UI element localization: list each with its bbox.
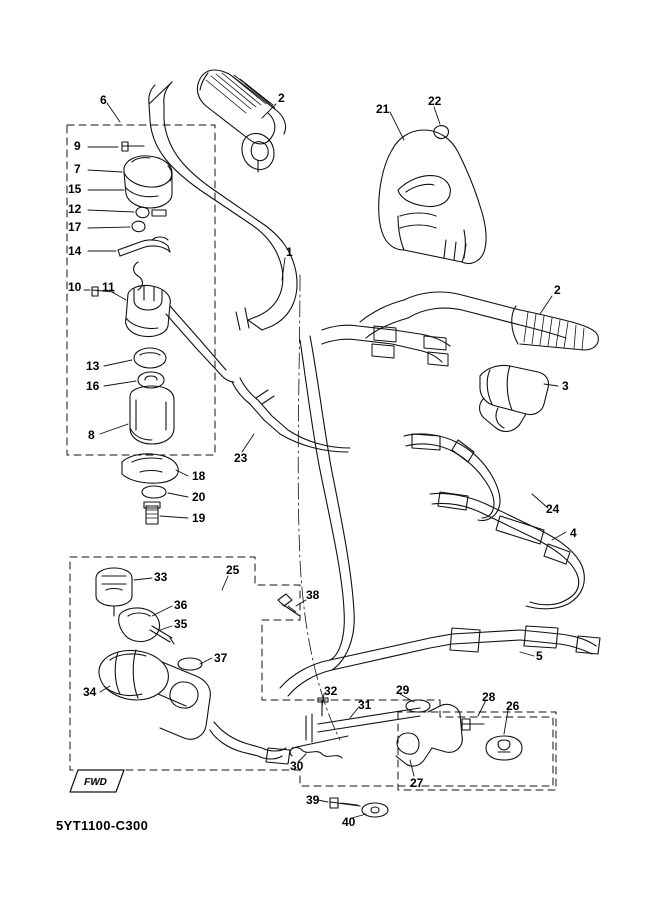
callout-30: 30 (290, 759, 304, 773)
callout-3: 3 (562, 379, 569, 393)
callout-28: 28 (482, 690, 496, 704)
callout-6: 6 (100, 93, 107, 107)
callout-32: 32 (324, 684, 338, 698)
callout-11: 11 (102, 280, 115, 294)
callout-2-left: 2 (278, 91, 285, 105)
callout-22: 22 (428, 94, 442, 108)
fwd-direction-label: FWD (82, 777, 108, 788)
callout-17: 17 (68, 220, 82, 234)
callout-4: 4 (570, 526, 577, 540)
diagram-part-number: 5YT1100-C300 (56, 818, 149, 833)
callout-9: 9 (74, 139, 81, 153)
callout-8: 8 (88, 428, 95, 442)
callout-26: 26 (506, 699, 520, 713)
callout-34: 34 (83, 685, 97, 699)
callout-33: 33 (154, 570, 168, 584)
callout-7: 7 (74, 162, 81, 176)
callout-36: 36 (174, 598, 188, 612)
callout-39: 39 (306, 793, 320, 807)
callout-19: 19 (192, 511, 206, 525)
callout-37: 37 (214, 651, 228, 665)
callout-10: 10 (68, 280, 82, 294)
callout-5: 5 (536, 649, 543, 663)
callout-27: 27 (410, 776, 424, 790)
callout-18: 18 (192, 469, 206, 483)
callout-35: 35 (174, 617, 188, 631)
callout-16: 16 (86, 379, 100, 393)
callout-13: 13 (86, 359, 100, 373)
callout-25: 25 (226, 563, 240, 577)
callout-40: 40 (342, 815, 356, 829)
callout-14: 14 (68, 244, 82, 258)
callout-15: 15 (68, 182, 82, 196)
callout-12: 12 (68, 202, 82, 216)
callout-1: 1 (286, 245, 293, 259)
callout-20: 20 (192, 490, 206, 504)
callout-23: 23 (234, 451, 248, 465)
callout-24: 24 (546, 502, 560, 516)
callout-21: 21 (376, 102, 390, 116)
callout-29: 29 (396, 683, 410, 697)
callout-38: 38 (306, 588, 320, 602)
callout-31: 31 (358, 698, 372, 712)
callout-2-right: 2 (554, 283, 561, 297)
